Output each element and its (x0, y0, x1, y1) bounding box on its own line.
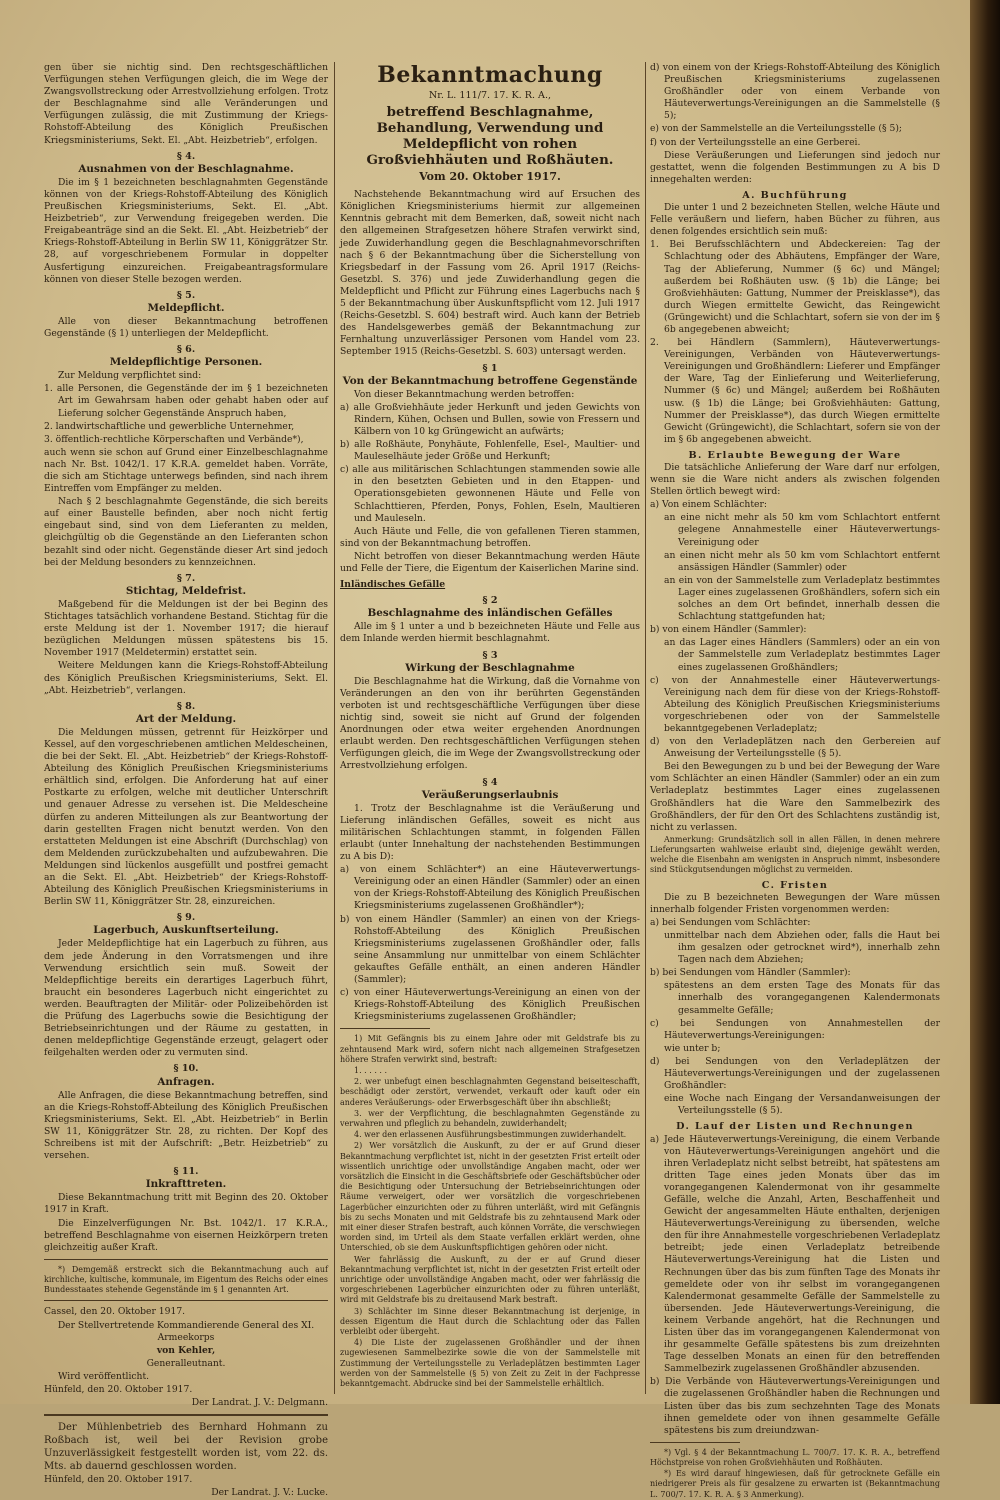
text-block: Alle von dieser Bekanntmachung betroffenen Gegenstände (§ 1) unterliegen der Meldepflicht. (44, 315, 328, 339)
list-item: 1. Bei Berufsschlächtern und Abdeckereien: Tag der Schlachtung oder des Abhäutens, Empfänger der Ware, Tag der Ablieferung, Nummer (§ 6c) und Mängel; außerdem bei Roßhäuten usw. (§ 1b) die Länge; bei Großviehhäuten: Gattung, Nummer der Preisklasse*), das durch Wiegen ermittelte Gewicht, das Reingewicht (Grüngewicht) und die Schlachtart, sofern sie von der im § 6b angegebenen abweicht; (650, 239, 940, 335)
list-item: b) bei Sendungen vom Händler (Sammler): (650, 967, 851, 979)
announcement-number: Nr. L. 111/7. 17. K. R. A., (428, 90, 552, 101)
footnote: 4) Die Liste der zugelassenen Großhändler und der ihnen zugewiesenen Sammelbezirke sowie die von der Sammelstelle mit Zustimmung der Verteilungsstelle zu Verladeplätzen bestimmten Lager werden von der Sammelstelle (§ 5) von Zeit zu Zeit in der Fachpresse bekanntgemacht. Abdrucke sind bei der Sammelstelle erhältlich. (340, 1338, 640, 1389)
footnote: *) Demgemäß erstreckt sich die Bekanntmachung auch auf kirchliche, kultische, kommunale, im Eigentum des Reichs oder eines Bundesstaates stehende Gegenstände im § 1 genannten Art. (44, 1264, 328, 1295)
publication-date: Hünfeld, den 20. Oktober 1917. (44, 1383, 193, 1395)
column-rule-2 (645, 62, 646, 1394)
text-block: Auch Häute und Felle, die von gefallenen Tieren stammen, sind von der Bekanntmachung betroffen. (340, 525, 640, 549)
list-item: 1. alle Personen, die Gegenstände der im § 1 bezeichneten Art im Gewahrsam haben oder gehabt haben oder auf Lieferung solcher Gegenstände Anspruch haben, (44, 383, 328, 419)
section-number: § 11. (173, 1166, 199, 1178)
list-item: 2. bei Händlern (Sammlern), Häuteverwertungs-Vereinigungen, Verbänden von Häuteverwertungs-Vereinigungen und Großhändlern: Lieferer und Empfänger der Ware, Tag der Einlieferung und Weiterlieferung, Nummer (§ 6c) und Mängel; außerdem bei Roßhäuten usw. (§ 1b) die Länge; bei Großviehhäuten: Gattung, Nummer der Preisklasse*), das durch Wiegen ermittelte Gewicht (Grüngewicht), die Schlachtart, sofern sie von der im § 6b angegebenen abweicht. (650, 337, 940, 445)
text-block: Die tatsächliche Anlieferung der Ware darf nur erfolgen, wenn sie die Ware nicht anders als zwischen folgenden Stellen örtlich bewegt wird: (650, 462, 940, 498)
section-heading: Wirkung der Beschlagnahme (405, 661, 575, 674)
book-spine (970, 0, 1000, 1404)
text-block: 1. Trotz der Beschlagnahme ist die Veräußerung und Lieferung inländischen Gefälles, soweit es nicht aus militärischen Schlachtungen stammt, in folgenden Fällen erlaubt (unter Innehaltung der nachstehenden Bestimmungen zu A bis D): (340, 802, 640, 863)
list-item: a) alle Großviehhäute jeder Herkunft und jeden Gewichts von Rindern, Kühen, Ochsen und Bullen, sowie von Fressern und Kälbern von 10 kg Grüngewicht an aufwärts; (340, 401, 640, 437)
section-number: § 4 (482, 776, 498, 788)
subsection-heading: B. Erlaubte Bewegung der Ware (688, 449, 902, 461)
column-right (650, 62, 940, 1499)
list-item: f) von der Verteilungsstelle an eine Gerberei. (650, 136, 861, 148)
text-block: auch wenn sie schon auf Grund einer Einzelbeschlagnahme nach Nr. Bst. 1042/1. 17 K.R.A. gemeldet haben. Vorräte, die sich am Stichtage unterwegs befinden, sind nach ihrem Eintreffen vom Empfänger zu melden. (44, 446, 328, 495)
section-number: § 1 (482, 362, 498, 374)
subsection-heading: C. Fristen (761, 879, 829, 891)
footnote: *) Vgl. § 4 der Bekanntmachung L. 700/7. 17. K. R. A., betreffend Höchstpreise von rohen Großviehhäuten und Roßhäuten. (650, 1447, 940, 1468)
list-item: a) Jede Häuteverwertungs-Vereinigung, die einem Verbande von Häuteverwertungs-Vereinigungen angehört und die ihren Verladeplatz nicht selbst betreibt, hat spätestens am dritten Tage eines jeden Monats über das im vorangegangenen Kalendermonat von ihr gesammelte Gefälle, welche die Anzahl, Arten, Beschaffenheit und Gewicht der angesammelten Häute enthalten, derjenigen Häuteverwertungs-Vereinigung zu übersenden, welche den für ihre Annahmestelle vorgeschriebenen Verladeplatz betreibt; jede einen Verladeplatz betreibende Häuteverwertungs-Vereinigung hat die Listen und Rechnungen über das bis zum fünften Tage des Monats ihr gemeldete oder von ihr selbst im vorangegangenen Kalendermonat gesammelte Gefälle der Sammelstelle zu übersenden. Jede Häuteverwertungs-Vereinigung, die keinem Verbande angehört, hat die Rechnungen und Listen über das im vorangegangenen Kalendermonat von ihr gesammelte Gefälle spätestens bis zum dreizehnten Tage desselben Monats an einen für den betreffenden Sammelbezirk zugelassenen Großhändler abzusenden. (650, 1133, 940, 1375)
section-heading: Art der Meldung. (135, 712, 237, 725)
section-number: § 3 (482, 649, 498, 661)
section-number: § 9. (176, 912, 196, 924)
announcement-title: betreffend Beschlagnahme, Behandlung, Verwendung und Meldepflicht von rohen Großviehhäuten und Roßhäuten. (366, 104, 614, 169)
text-block: Jeder Meldepflichtige hat ein Lagerbuch zu führen, aus dem jede Änderung in den Vorratsmengen und ihre Verwendung ersichtlich sein muß. Soweit der Meldepflichtige bereits ein derartiges Lagerbuch führt, braucht ein besonderes Lagerbuch nicht eingerichtet zu werden. Beauftragten der Militär- oder Polizeibehörden ist die Prüfung des Lagerbuchs sowie die Besichtigung der Betriebseinrichtungen und der Räume zu gestatten, in denen meldepflichtige Gegenstände erzeugt, gelagert oder feilgehalten werden oder zu vermuten sind. (44, 938, 328, 1059)
section-number: § 10. (173, 1063, 199, 1075)
landrat-signature: Der Landrat. J. V.: Lucke. (211, 1487, 328, 1499)
text-block: Zur Meldung verpflichtet sind: (58, 370, 202, 382)
list-item: d) von den Verladeplätzen nach den Gerbereien auf Anweisung der Verteilungsstelle (§ 5). (650, 736, 940, 760)
signature-name: von Kehler, (156, 1344, 216, 1356)
footnote: 1. . . . . . (354, 1065, 388, 1075)
list-item: c) alle aus militärischen Schlachtungen stammenden sowie alle in den besetzten Gebieten und in den Etappen- und Operationsgebieten gewonnenen Häute und Felle von Schlachttieren, Pferden, Ponys, Fohlen, Eseln, Maultieren und Mauleseln. (340, 464, 640, 524)
section-heading: Lagerbuch, Auskunftserteilung. (93, 924, 279, 937)
section-heading: Ausnahmen von der Beschlagnahme. (78, 162, 294, 175)
list-item: a) von einem Schlächter*) an eine Häuteverwertungs-Vereinigung oder an einen Händler (Sammler) oder an einen von der Kriegs-Rohstoff-Abteilung des Königlich Preußischen Kriegsministeriums zugelassenen Großhändler*); (340, 864, 640, 912)
section-number: § 2 (482, 595, 498, 607)
subheading: Inländisches Gefälle (340, 579, 446, 591)
text-block: Die im § 1 bezeichneten beschlagnahmten Gegenstände können von der Kriegs-Rohstoff-Abteilung des Königlich Preußischen Kriegsministeriums, Sekt. El. „Abt. Heizbetrieb“, zur Verwendung freigegeben werden. Die Freigabeanträge sind an die Sekt. El. „Abt. Heizbetrieb“ der Kriegs-Rohstoff-Abteilung in Berlin SW 11, Königgrätzer Str. 28, auf vorgeschriebenem Formular in doppelter Ausfertigung einzureichen. Freigabeantragsformulare können von dieser Stelle bezogen werden. (44, 176, 328, 285)
section-number: § 6. (176, 344, 196, 356)
text-block: gen über sie nichtig sind. Den rechtsgeschäftlichen Verfügungen stehen Verfügungen gleich, die im Wege der Zwangsvollstreckung oder Arrestvollziehung erfolgen. Trotz der Beschlagnahme sind alle Veränderungen und Verfügungen zulässig, die mit Zustimmung der Kriegs-Rohstoff-Abteilung des Königlich Preußischen Kriegsministeriums, Sekt. El. „Abt. Heizbetrieb“, erfolgen. (44, 62, 328, 146)
text-block: Die Einzelverfügungen Nr. Bst. 1042/1. 17 K.R.A., betreffend Beschlagnahme von eisernen Heizkörpern treten gleichzeitig außer Kraft. (44, 1217, 328, 1253)
text-block: Diese Veräußerungen und Lieferungen sind jedoch nur gestattet, wenn die folgenden Bestimmungen zu A bis D innegehalten werden: (650, 149, 940, 185)
divider (44, 1259, 328, 1260)
text-block: Die zu B bezeichneten Bewegungen der Ware müssen innerhalb folgender Fristen vorgenommen werden: (650, 891, 940, 915)
text-block: Die Beschlagnahme hat die Wirkung, daß die Vornahme von Veränderungen an den von ihr berührten Gegenständen verboten ist und rechtsgeschäftliche Verfügungen über diese nichtig sind, soweit sie nicht auf Grund der folgenden Anordnungen oder etwa weiter ergehenden Anordnungen erlaubt werden. Den rechtsgeschäftlichen Verfügungen stehen Verfügungen gleich, die im Wege der Zwangsvollstreckung oder Arrestvollziehung erfolgen. (340, 675, 640, 772)
list-item: b) von einem Händler (Sammler): (650, 624, 807, 636)
footnote: 2. wer unbefugt einen beschlagnahmten Gegenstand beiseiteschafft, beschädigt oder zerstört, verwendet, verkauft oder kauft oder ein anderes Veräußerungs- oder Erwerbsgeschäft über ihn abschließt; (340, 1077, 640, 1107)
list-item: b) Die Verbände von Häuteverwertungs-Vereinigungen und die zugelassenen Großhändler haben die Rechnungen und Listen über das bis zum sechzehnten Tage des Monats ihnen gemeldete oder von ihnen gesammelte Gefälle spätestens bis zum dreiundzwan- (650, 1376, 940, 1436)
signature-rank: Generalleutnant. (146, 1357, 226, 1369)
column-middle (340, 62, 640, 1392)
notice-date: Hünfeld, den 20. Oktober 1917. (44, 1474, 193, 1486)
text-block: Nicht betroffen von dieser Bekanntmachung werden Häute und Felle der Tiere, die Eigentum der Kaiserlichen Marine sind. (340, 550, 640, 574)
text-block: Alle Anfragen, die diese Bekanntmachung betreffen, sind an die Kriegs-Rohstoff-Abteilung des Königlich Preußischen Kriegsministeriums, Sekt. El. „Abt. Heizbetrieb“ in Berlin SW 11, Königgrätzer Str. 28, zu richten. Der Kopf des Schreibens ist mit der Aufschrift: „Betr. Heizbetrieb“ zu versehen. (44, 1089, 328, 1162)
list-item: an ein von der Sammelstelle zum Verladeplatz bestimmtes Lager eines zugelassenen Großhändlers, sofern sich ein solches an dem Ort befindet, innerhalb dessen die Schlachtung stattgefunden hat; (664, 574, 940, 623)
subsection-heading: D. Lauf der Listen und Rechnungen (676, 1121, 914, 1133)
footnote: 1) Mit Gefängnis bis zu einem Jahre oder mit Geldstrafe bis zu zehntausend Mark wird, sofern nicht nach allgemeinen Strafgesetzen höhere Strafen verwirkt sind, bestraft: (340, 1034, 640, 1064)
divider (44, 1414, 328, 1416)
column-rule-1 (334, 62, 335, 1394)
list-item: wie unter b; (664, 1042, 721, 1054)
list-item: e) von der Sammelstelle an die Verteilungsstelle (§ 5); (650, 123, 903, 135)
text-block: Maßgebend für die Meldungen ist der bei Beginn des Stichtages tatsächlich vorhandene Bestand. Stichtag für die erste Meldung ist der 1. November 1917; die hierauf bezüglichen Meldungen müssen spätestens bis 15. November 1917 (Meldetermin) erstattet sein. (44, 598, 328, 659)
subsection-heading: A. Buchführung (742, 189, 848, 201)
signature-title: Der Stellvertretende Kommandierende General des XI. Armeekorps (57, 1319, 315, 1343)
footnote-divider (340, 1028, 430, 1029)
divider (44, 1300, 328, 1301)
list-item: an eine nicht mehr als 50 km vom Schlachtort entfernt gelegene Annahmestelle einer Häuteverwertungs-Vereinigung oder (664, 512, 940, 548)
list-item: eine Woche nach Eingang der Versandanweisungen der Verteilungsstelle (§ 5). (664, 1093, 940, 1117)
remark: Anmerkung: Grundsätzlich soll in allen Fällen, in denen mehrere Lieferungsarten wahlweise erlaubt sind, diejenige gewählt werden, welche die Eisenbahn am wenigsten in Anspruch nimmt, insbesondere sind Stückgutsendungen möglichst zu vermeiden. (650, 834, 940, 875)
column-left (44, 62, 328, 1499)
list-item: an einen nicht mehr als 50 km vom Schlachtort entfernt ansässigen Händler (Sammler) oder (664, 549, 940, 573)
list-item: d) bei Sendungen von den Verladeplätzen der Häuteverwertungs-Vereinigungen und der zugelassenen Großhändler: (650, 1055, 940, 1092)
mill-notice: Der Mühlenbetrieb des Bernhard Hohmann zu Roßbach ist, weil bei der Revision grobe Unzuverlässigkeit festgestellt worden ist, vom 22. ds. Mts. ab dauernd geschlossen worden. (44, 1422, 328, 1473)
section-heading: Meldepflicht. (147, 301, 225, 314)
text-block: Diese Bekanntmachung tritt mit Beginn des 20. Oktober 1917 in Kraft. (44, 1192, 328, 1216)
footnote: 3) Schlächter im Sinne dieser Bekanntmachung ist derjenige, in dessen Eigentum die Haut durch die Schlachtung oder das Fallen verbleibt oder übergeht. (340, 1306, 640, 1337)
list-item: b) von einem Händler (Sammler) an einen von der Kriegs-Rohstoff-Abteilung des Königlich Preußischen Kriegsministeriums zugelassenen Großhändler oder, falls seine Ansammlung nur unmittelbar von einem Schlächter gekauftes Gefälle enthält, an einen anderen Händler (Sammler); (340, 913, 640, 985)
list-item: 2. landwirtschaftliche und gewerbliche Unternehmer, (44, 420, 295, 432)
list-item: spätestens an dem ersten Tage des Monats für das innerhalb des vorangegangenen Kalendermonats gesammelte Gefälle; (664, 980, 940, 1016)
place-date: Cassel, den 20. Oktober 1917. (44, 1306, 186, 1318)
section-heading: Inkrafttreten. (145, 1178, 227, 1191)
footnote: Wer fahrlässig die Auskunft, zu der er auf Grund dieser Bekanntmachung verpflichtet ist, nicht in der gesetzten Frist erteilt oder unrichtige oder unvollständige Angaben macht, oder wer fahrlässig die vorgeschriebenen Lagerbücher einzurichten oder zu führen unterläßt, wird mit Geldstrafe bis zu dreitausend Mark bestraft. (340, 1254, 640, 1305)
section-number: § 7. (176, 572, 196, 584)
list-item: an das Lager eines Händlers (Sammlers) oder an ein von der Sammelstelle zum Verladeplatz bestimmtes Lager eines zugelassenen Großhändlers; (664, 637, 940, 673)
footnote: 4. wer den erlassenen Ausführungsbestimmungen zuwiderhandelt. (354, 1130, 627, 1140)
landrat-signature: Der Landrat. J. V.: Delgmann. (191, 1397, 328, 1409)
list-item: a) Von einem Schlächter: (650, 499, 767, 511)
publication-note: Wird veröffentlicht. (58, 1370, 150, 1382)
text-block: Die Meldungen müssen, getrennt für Heizkörper und Kessel, auf den vorgeschriebenen amtlichen Meldescheinen, die bei der Sekt. El. „Abt. Heizbetrieb“ der Kriegs-Rohstoff-Abteilung des Königlich Preußischen Kriegsministeriums erhältlich sind, erfolgen. Die Anforderung hat auf einer Postkarte zu erfolgen, welche mit deutlicher Unterschrift und genauer Adresse zu versehen ist. Die Meldescheine dürfen zu anderen Mitteilungen als zur Beantwortung der darin gestellten Fragen nicht benutzt werden. Von den erstatteten Meldungen ist eine Abschrift (Durchschlag) von dem Meldenden zurückzubehalten und aufzubewahren. Die Meldungen sind lückenlos ausgefüllt und postfrei gemacht an die Sekt. El. „Abt. Heizbetrieb“ der Kriegs-Rohstoff-Abteilung des Königlich Preußischen Kriegsministeriums in Berlin SW 11, Königgrätzer Str. 28, einzureichen. (44, 726, 328, 908)
masthead: Bekanntmachung (377, 62, 603, 88)
list-item: unmittelbar nach dem Abziehen oder, falls die Haut bei ihm gesalzen oder getrocknet wird*), innerhalb zehn Tagen nach dem Abziehen; (664, 930, 940, 966)
text-block: Weitere Meldungen kann die Kriegs-Rohstoff-Abteilung des Königlich Preußischen Kriegsministeriums, Sekt. El. „Abt. Heizbetrieb“, verlangen. (44, 660, 328, 696)
list-item: a) bei Sendungen vom Schlächter: (650, 916, 811, 928)
section-heading: Veräußerungserlaubnis (421, 788, 559, 801)
section-heading: Meldepflichtige Personen. (109, 356, 263, 369)
section-heading: Stichtag, Meldefrist. (125, 584, 247, 597)
announcement-date: Vom 20. Oktober 1917. (419, 170, 561, 184)
list-item: c) bei Sendungen von Annahmestellen der Häuteverwertungs-Vereinigungen: (650, 1017, 940, 1041)
section-number: § 5. (176, 289, 196, 301)
section-number: § 4. (176, 150, 196, 162)
list-item: b) alle Roßhäute, Ponyhäute, Fohlenfelle, Esel-, Maultier- und Mauleselhäute jeder Größe und Herkunft; (340, 439, 640, 463)
list-item: d) von einem von der Kriegs-Rohstoff-Abteilung des Königlich Preußischen Kriegsministeriums zugelassenen Großhändler oder von einem Verbande von Häuteverwertungs-Vereinigungen an die Sammelstelle (§ 5); (650, 62, 940, 122)
list-item: c) von einer Häuteverwertungs-Vereinigung an einen von der Kriegs-Rohstoff-Abteilung des Königlich Preußischen Kriegsministeriums zugelassenen Großhändler; (340, 987, 640, 1023)
text-block: Die unter 1 und 2 bezeichneten Stellen, welche Häute und Felle veräußern und liefern, haben Bücher zu führen, aus denen folgendes ersichtlich sein muß: (650, 202, 940, 238)
footnote-divider (650, 1442, 740, 1443)
section-heading: Von der Bekanntmachung betroffene Gegenstände (342, 374, 638, 387)
footnote: 3. wer der Verpflichtung, die beschlagnahmten Gegenstände zu verwahren und pfleglich zu behandeln, zuwiderhandelt; (340, 1108, 640, 1128)
text-block: Nach § 2 beschlagnahmte Gegenstände, die sich bereits auf einer Baustelle befinden, aber noch nicht fertig eingebaut sind, sind von dem Lieferanten zu melden, gleichgültig ob die Gegenstände an den Lieferanten schon bezahlt sind oder nicht. Gegenstände dieser Art sind jedoch bei der Meldung besonders zu kennzeichnen. (44, 496, 328, 568)
section-heading: Anfragen. (157, 1075, 215, 1088)
text-block: Nachstehende Bekanntmachung wird auf Ersuchen des Königlichen Kriegsministeriums hiermit zur allgemeinen Kenntnis gebracht mit dem Bemerken, daß, soweit nicht nach den allgemeinen Strafgesetzen höhere Strafen verwirkt sind, jede Zuwiderhandlung gegen die Beschlagnahmevorschriften nach § 6 der Bekanntmachung über die Sicherstellung von Kriegsbedarf in der Fassung vom 26. April 1917 (Reichs-Gesetzbl. S. 376) und jede Zuwiderhandlung gegen die Meldepflicht und Pflicht zur Führung eines Lagerbuchs nach § 5 der Bekanntmachung über Auskunftspflicht vom 12. Juli 1917 (Reichs-Gesetzbl. S. 604) bestraft wird. Auch kann der Betrieb des Handelsgewerbes gemäß der Bekanntmachung zur Fernhaltung unzuverlässiger Personen vom Handel vom 23. September 1915 (Reichs-Gesetzbl. S. 603) untersagt werden. (340, 189, 640, 358)
footnote: *) Es wird darauf hingewiesen, daß für getrocknete Gefälle ein niedrigerer Preis als für gesalzene zu erwarten ist (Bekanntmachung L. 700/7. 17. K. R. A. § 3 Anmerkung). (650, 1469, 940, 1499)
list-item: c) von der Annahmestelle einer Häuteverwertungs-Vereinigung nach dem für diese von der Kriegs-Rohstoff-Abteilung des Königlich Preußischen Kriegsministeriums vorgeschriebenen oder von der Sammelstelle bekanntgegebenen Verladeplatz; (650, 674, 940, 734)
text-block: Alle im § 1 unter a und b bezeichneten Häute und Felle aus dem Inlande werden hiermit beschlagnahmt. (340, 621, 640, 645)
list-item: 3. öffentlich-rechtliche Körperschaften und Verbände*), (44, 433, 304, 445)
footnote: 2) Wer vorsätzlich die Auskunft, zu der er auf Grund dieser Bekanntmachung verpflichtet ist, nicht in der gesetzten Frist erteilt oder wissentlich unrichtige oder unvollständige Angaben macht, oder wer vorsätzlich die Einsicht in die Geschäftsbriefe oder Geschäftsbücher oder die Besichtigung oder Untersuchung der Betriebseinrichtungen oder Räume verweigert, oder wer vorsätzlich die vorgeschriebenen Lagerbücher einzurichten oder zu führen unterläßt, wird mit Gefängnis bis zu sechs Monaten und mit Geldstrafe bis zu zehntausend Mark oder mit einer dieser Strafen bestraft, auch können Vorräte, die verschwiegen worden sind, im Urteil als dem Staate verfallen erklärt werden, ohne Unterschied, ob sie dem Auskunftspflichtigen gehören oder nicht. (340, 1141, 640, 1253)
text-block: Von dieser Bekanntmachung werden betroffen: (354, 388, 575, 400)
text-block: Bei den Bewegungen zu b und bei der Bewegung der Ware vom Schlächter an einen Händler (Sammler) oder an ein zum Verladeplatz bestimmtes Lager eines zugelassenen Großhändlers hat die Ware den Sammelbezirk des Großhändlers, der für den Ort des Schlachtens zuständig ist, nicht zu verlassen. (650, 761, 940, 833)
section-number: § 8. (176, 700, 196, 712)
section-heading: Beschlagnahme des inländischen Gefälles (367, 607, 613, 620)
